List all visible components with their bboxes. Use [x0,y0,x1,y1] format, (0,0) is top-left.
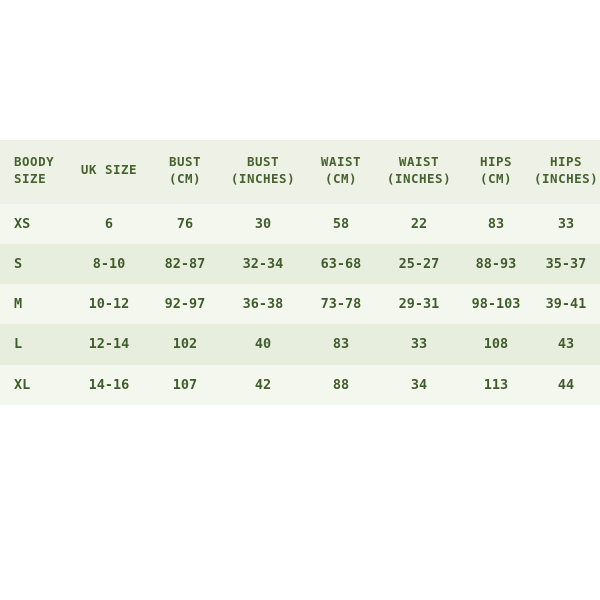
cell-waist-inches: 25-27 [378,244,460,284]
table-row [0,365,600,405]
table-row [0,244,600,284]
column-header-line-1: BUST [168,154,202,169]
cell-waist-cm: 58 [304,204,378,244]
cell-waist-cm: 83 [304,324,378,364]
column-header-line-1: WAIST [320,154,362,169]
column-header-line-1: HIPS [549,154,583,169]
table-body [0,204,600,405]
column-header-waist-cm [304,140,378,204]
cell-bust-cm: 107 [148,365,222,405]
cell-hips-cm: 108 [460,324,532,364]
cell-hips-cm: 98-103 [460,284,532,324]
column-header-line-2: (CM) [168,170,202,186]
column-header-line-1: BOODY [14,154,55,169]
cell-waist-cm: 73-78 [304,284,378,324]
column-header-bust-cm [148,140,222,204]
column-header-hips-inches [532,140,600,204]
cell-waist-inches: 22 [378,204,460,244]
column-header-line-1: UK SIZE [80,162,138,178]
cell-hips-inches: 33 [532,204,600,244]
cell-size: XS [0,204,70,244]
cell-uk-size: 6 [70,204,148,244]
cell-size: XL [0,365,70,405]
table-row [0,204,600,244]
cell-bust-inches: 30 [222,204,304,244]
cell-hips-inches: 44 [532,365,600,405]
cell-size: M [0,284,70,324]
cell-bust-inches: 32-34 [222,244,304,284]
column-header-waist-inches [378,140,460,204]
cell-hips-inches: 39-41 [532,284,600,324]
cell-uk-size: 12-14 [70,324,148,364]
table-header [0,140,600,204]
cell-size: S [0,244,70,284]
cell-hips-cm: 83 [460,204,532,244]
table-row [0,324,600,364]
table-row [0,284,600,324]
cell-bust-inches: 42 [222,365,304,405]
cell-bust-inches: 40 [222,324,304,364]
cell-bust-cm: 102 [148,324,222,364]
column-header-line-2: (INCHES) [230,170,296,186]
column-header-line-2: SIZE [14,170,47,186]
column-header-line-1: WAIST [398,154,440,169]
cell-waist-cm: 63-68 [304,244,378,284]
table-header-row [0,140,600,204]
column-header-line-1: HIPS [479,154,513,169]
column-header-line-2: (INCHES) [386,170,452,186]
size-chart-table [0,140,600,405]
cell-hips-cm: 88-93 [460,244,532,284]
cell-bust-inches: 36-38 [222,284,304,324]
cell-waist-inches: 29-31 [378,284,460,324]
cell-bust-cm: 92-97 [148,284,222,324]
cell-waist-cm: 88 [304,365,378,405]
cell-waist-inches: 33 [378,324,460,364]
column-header-bust-inches [222,140,304,204]
cell-uk-size: 8-10 [70,244,148,284]
column-header-line-2: (INCHES) [534,170,599,186]
column-header-line-1: BUST [246,154,280,169]
column-header-boody-size [0,140,70,204]
column-header-line-2: (CM) [324,170,358,186]
cell-waist-inches: 34 [378,365,460,405]
cell-bust-cm: 82-87 [148,244,222,284]
column-header-uk-size [70,140,148,204]
column-header-line-2: (CM) [479,170,513,186]
cell-bust-cm: 76 [148,204,222,244]
cell-uk-size: 14-16 [70,365,148,405]
cell-hips-inches: 43 [532,324,600,364]
size-chart-container [0,140,600,405]
cell-uk-size: 10-12 [70,284,148,324]
column-header-hips-cm [460,140,532,204]
cell-hips-cm: 113 [460,365,532,405]
cell-size: L [0,324,70,364]
cell-hips-inches: 35-37 [532,244,600,284]
